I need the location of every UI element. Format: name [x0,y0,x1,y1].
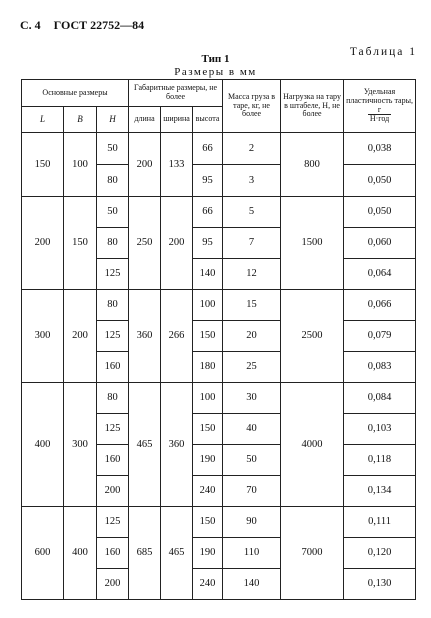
dimensions-table [21,79,416,600]
header-B: B [64,107,97,133]
cell-plasticity: 0,079 [344,321,416,352]
cell-width: 465 [161,507,193,600]
header-mass: Масса груза в таре, кг, не более [223,80,281,133]
cell-L: 600 [22,507,64,600]
cell-plasticity: 0,060 [344,228,416,259]
cell-mass: 50 [223,445,281,476]
header-L: L [22,107,64,133]
cell-width: 200 [161,197,193,290]
header-width: ширина [161,107,193,133]
cell-height: 190 [193,538,223,569]
cell-plasticity: 0,083 [344,352,416,383]
cell-mass: 140 [223,569,281,600]
cell-mass: 90 [223,507,281,538]
cell-B: 100 [64,133,97,197]
cell-H: 125 [97,414,129,445]
cell-height: 150 [193,507,223,538]
cell-H: 125 [97,321,129,352]
header-main-sizes: Основные размеры [22,80,129,107]
cell-height: 150 [193,414,223,445]
cell-B: 300 [64,383,97,507]
cell-height: 150 [193,321,223,352]
cell-mass: 30 [223,383,281,414]
cell-plasticity: 0,038 [344,133,416,165]
cell-H: 125 [97,259,129,290]
cell-mass: 15 [223,290,281,321]
cell-plasticity: 0,084 [344,383,416,414]
cell-mass: 12 [223,259,281,290]
cell-H: 160 [97,352,129,383]
header-row-groups [22,80,416,107]
cell-length: 250 [129,197,161,290]
cell-H: 80 [97,383,129,414]
cell-B: 150 [64,197,97,290]
cell-height: 240 [193,476,223,507]
plasticity-unit [368,106,391,125]
cell-B: 400 [64,507,97,600]
cell-plasticity: 0,134 [344,476,416,507]
page-header [20,18,144,33]
cell-width: 133 [161,133,193,197]
cell-length: 200 [129,133,161,197]
cell-width: 360 [161,383,193,507]
cell-mass: 25 [223,352,281,383]
table-row [22,197,416,228]
standard-number: ГОСТ 22752—84 [53,18,145,32]
cell-height: 95 [193,228,223,259]
table-row [22,507,416,538]
cell-H: 50 [97,133,129,165]
plasticity-unit-denominator: Н·год [369,114,390,124]
cell-mass: 7 [223,228,281,259]
cell-L: 400 [22,383,64,507]
cell-height: 66 [193,133,223,165]
cell-mass: 40 [223,414,281,445]
header-load: Нагрузка на тару в штабеле, Н, не более [281,80,344,133]
cell-load: 800 [281,133,344,197]
cell-height: 66 [193,197,223,228]
cell-height: 100 [193,290,223,321]
table-row [22,290,416,321]
cell-mass: 20 [223,321,281,352]
cell-plasticity: 0,050 [344,165,416,197]
table-row [22,383,416,414]
type-title: Тип 1 [201,53,230,65]
cell-mass: 70 [223,476,281,507]
cell-B: 200 [64,290,97,383]
cell-width: 266 [161,290,193,383]
cell-plasticity: 0,118 [344,445,416,476]
cell-plasticity: 0,120 [344,538,416,569]
cell-H: 80 [97,290,129,321]
cell-mass: 5 [223,197,281,228]
cell-load: 4000 [281,383,344,507]
cell-plasticity: 0,130 [344,569,416,600]
cell-plasticity: 0,111 [344,507,416,538]
cell-length: 360 [129,290,161,383]
cell-L: 300 [22,290,64,383]
cell-H: 125 [97,507,129,538]
plasticity-unit-numerator: г [368,106,391,116]
cell-height: 190 [193,445,223,476]
cell-L: 150 [22,133,64,197]
cell-mass: 110 [223,538,281,569]
cell-H: 200 [97,569,129,600]
cell-height: 140 [193,259,223,290]
plasticity-title: Удельная пластичность тары, [346,86,413,105]
cell-mass: 3 [223,165,281,197]
table-body [22,133,416,600]
cell-length: 465 [129,383,161,507]
sizes-title: Размеры в мм [174,66,257,78]
header-plasticity [344,80,416,133]
cell-plasticity: 0,103 [344,414,416,445]
header-overall-sizes: Габаритные размеры, не более [129,80,223,107]
header-length: длина [129,107,161,133]
cell-H: 80 [97,228,129,259]
cell-mass: 2 [223,133,281,165]
cell-height: 95 [193,165,223,197]
cell-height: 240 [193,569,223,600]
table-label: Таблица 1 [349,46,417,58]
cell-H: 160 [97,445,129,476]
table-row [22,133,416,165]
cell-plasticity: 0,066 [344,290,416,321]
page-number: С. 4 [20,18,41,32]
cell-H: 50 [97,197,129,228]
cell-L: 200 [22,197,64,290]
header-height: высота [193,107,223,133]
cell-load: 1500 [281,197,344,290]
cell-H: 200 [97,476,129,507]
header-H: H [97,107,129,133]
cell-H: 160 [97,538,129,569]
cell-plasticity: 0,064 [344,259,416,290]
cell-height: 100 [193,383,223,414]
cell-length: 685 [129,507,161,600]
cell-H: 80 [97,165,129,197]
cell-load: 7000 [281,507,344,600]
cell-plasticity: 0,050 [344,197,416,228]
cell-height: 180 [193,352,223,383]
cell-load: 2500 [281,290,344,383]
